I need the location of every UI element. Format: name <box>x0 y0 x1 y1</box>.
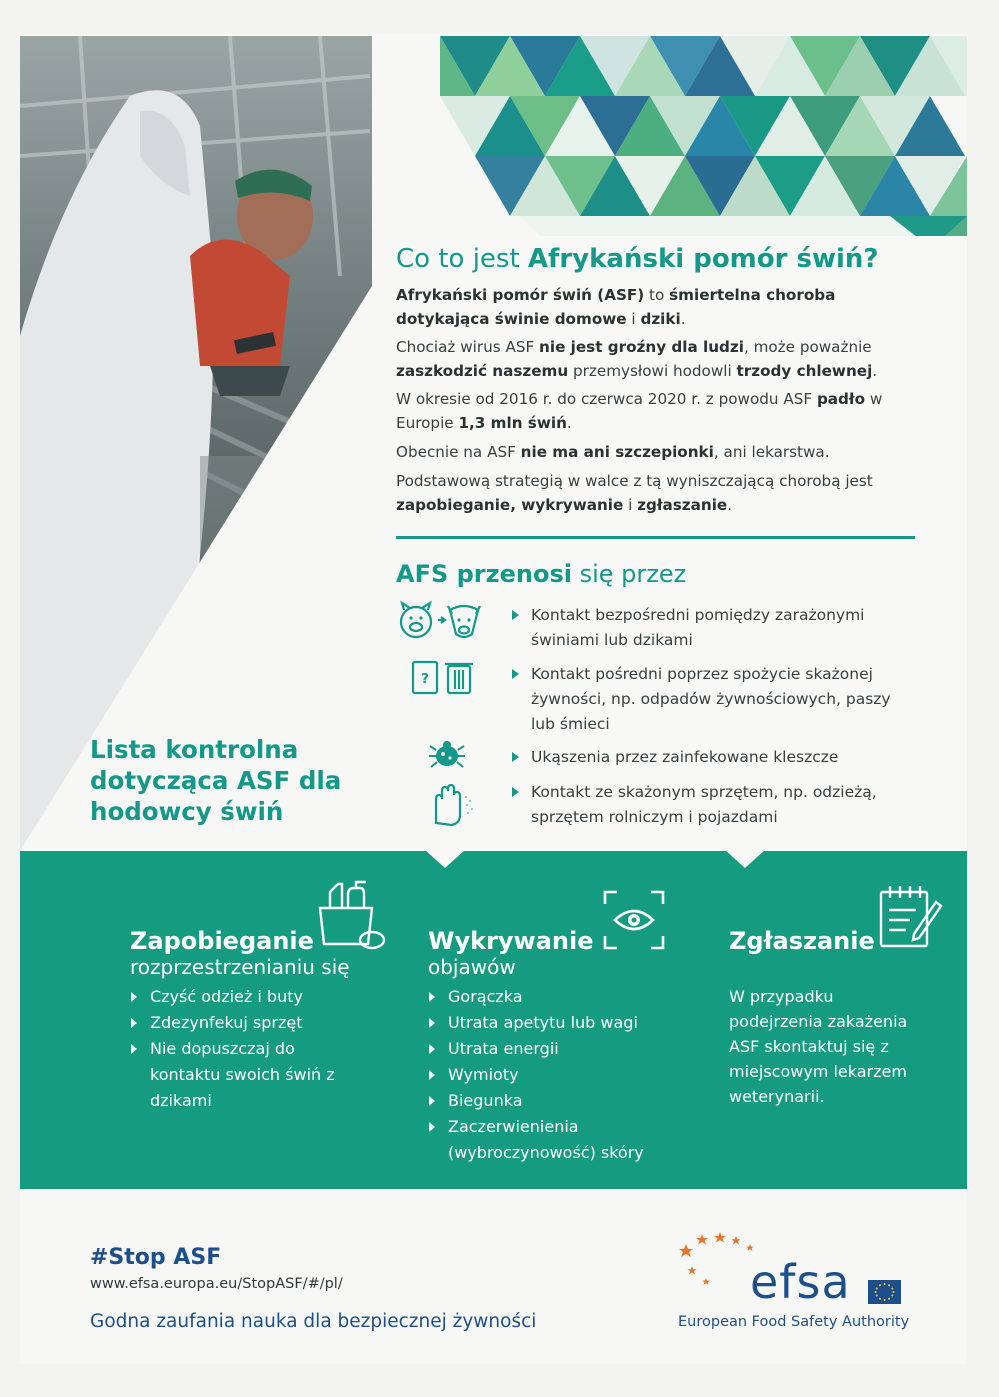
intro-paragraph-1: Afrykański pomór świń (ASF) to śmiertelna choroba dotykająca świnie domowe i dziki. <box>396 286 836 328</box>
prevention-title: Zapobieganie <box>130 927 314 955</box>
prevention-item: Zdezynfekuj sprzęt <box>131 1010 361 1036</box>
efsa-full-name: European Food Safety Authority <box>678 1314 910 1330</box>
notepad-report-icon <box>878 884 944 950</box>
symptom-item: Gorączka <box>429 984 659 1010</box>
eu-flag-icon <box>868 1280 901 1304</box>
symptom-item: Biegunka <box>429 1088 659 1114</box>
reporting-text: W przypadku podejrzenia zakażenia ASF skontaktuj się z miejscowym lekarzem weterynarii. <box>729 987 908 1106</box>
eye-detection-icon <box>603 890 665 950</box>
svg-text:?: ? <box>421 672 429 687</box>
diagonal-photo-mask <box>20 36 440 851</box>
efsa-tagline: Godna zaufania nauka dla bezpiecznej żywności <box>90 1311 537 1332</box>
transmission-item: Kontakt bezpośredni pomiędzy zarażonymi świniami lub dzikami <box>512 603 902 653</box>
intro-paragraph-2: Chociaż wirus ASF nie jest groźny dla ludzi, może poważnie zaszkodzić naszemu przemysłowi hodowli trzody chlewnej. <box>396 338 878 380</box>
band-notches <box>20 850 967 880</box>
intro-paragraph-3: W okresie od 2016 r. do czerwca 2020 r. z powodu ASF padło w Europie 1,3 mln świń. <box>396 390 883 432</box>
symptom-item: Zaczerwienienia (wybroczynowość) skóry <box>429 1114 669 1166</box>
efsa-wordmark: efsa <box>750 1255 851 1309</box>
pig-to-boar-icon <box>398 600 484 644</box>
campaign-url[interactable]: www.efsa.europa.eu/StopASF/#/pl/ <box>90 1276 343 1292</box>
prevention-item: Nie dopuszczaj do kontaktu swoich świń z dzikami <box>131 1036 351 1114</box>
food-waste-bin-icon <box>410 658 476 696</box>
symptom-item: Wymioty <box>429 1062 659 1088</box>
section-divider <box>396 536 915 539</box>
transmission-item: Ukąszenia przez zainfekowane kleszcze <box>512 745 902 770</box>
cleaning-bucket-icon <box>316 880 386 952</box>
intro-title: Co to jest Afrykański pomór świń? <box>396 244 879 274</box>
checklist-title: Lista kontrolna dotycząca ASF dla hodowcy świń <box>90 735 342 826</box>
tick-icon <box>428 738 466 772</box>
stop-asf-hashtag: #Stop ASF <box>90 1245 222 1270</box>
prevention-subtitle: rozprzestrzenianiu się <box>130 955 350 979</box>
transmission-title: AFS przenosi się przez <box>396 560 687 588</box>
symptom-item: Utrata apetytu lub wagi <box>429 1010 659 1036</box>
detection-subtitle: objawów <box>428 955 516 979</box>
intro-paragraph-4: Obecnie na ASF nie ma ani szczepionki, ani lekarstwa. <box>396 443 830 461</box>
symptom-item: Utrata energii <box>429 1036 659 1062</box>
transmission-item: Kontakt ze skażonym sprzętem, np. odzieżą, sprzętem rolniczym i pojazdami <box>512 780 902 830</box>
spray-hand-icon <box>430 783 476 827</box>
prevention-item: Czyść odzież i buty <box>131 984 361 1010</box>
detection-title: Wykrywanie <box>428 927 594 955</box>
transmission-item: Kontakt pośredni poprzez spożycie skażonej żywności, np. odpadów żywnościowych, paszy lub śmieci <box>512 662 902 737</box>
reporting-title: Zgłaszanie <box>729 927 875 955</box>
intro-paragraph-5: Podstawową strategią w walce z tą wyniszczającą chorobą jest zapobieganie, wykrywanie i zgłaszanie. <box>396 472 873 514</box>
